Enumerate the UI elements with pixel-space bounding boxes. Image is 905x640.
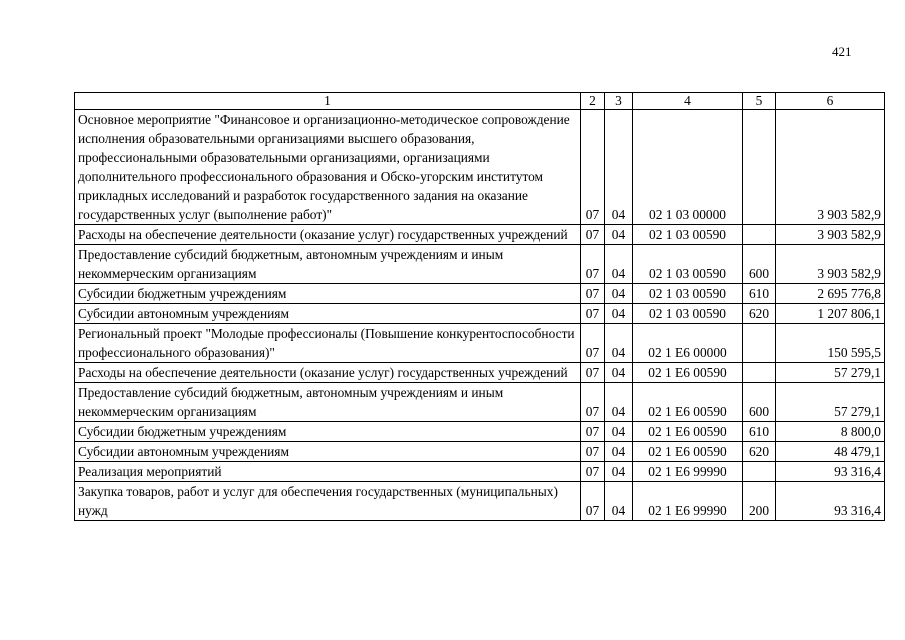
row-name: Субсидии бюджетным учреждениям bbox=[75, 422, 581, 442]
row-section: 07 bbox=[581, 442, 605, 462]
row-name: Закупка товаров, работ и услуг для обеспечения государственных (муниципальных) нужд bbox=[75, 482, 581, 521]
row-amount: 3 903 582,9 bbox=[776, 110, 885, 225]
row-name: Реализация мероприятий bbox=[75, 462, 581, 482]
row-name: Субсидии автономным учреждениям bbox=[75, 304, 581, 324]
row-target-code: 02 1 03 00590 bbox=[633, 225, 743, 245]
row-target-code: 02 1 E6 00590 bbox=[633, 422, 743, 442]
row-subsection: 04 bbox=[605, 482, 633, 521]
table-row bbox=[75, 110, 885, 225]
row-amount: 1 207 806,1 bbox=[776, 304, 885, 324]
row-name: Расходы на обеспечение деятельности (оказание услуг) государственных учреждений bbox=[75, 363, 581, 383]
row-subsection: 04 bbox=[605, 304, 633, 324]
row-name: Субсидии бюджетным учреждениям bbox=[75, 284, 581, 304]
table-row bbox=[75, 482, 885, 521]
row-amount: 93 316,4 bbox=[776, 482, 885, 521]
header-col-6: 6 bbox=[776, 93, 885, 110]
row-subsection: 04 bbox=[605, 110, 633, 225]
row-target-code: 02 1 E6 00000 bbox=[633, 324, 743, 363]
row-amount: 3 903 582,9 bbox=[776, 225, 885, 245]
row-amount: 150 595,5 bbox=[776, 324, 885, 363]
row-section: 07 bbox=[581, 462, 605, 482]
row-expense-type: 620 bbox=[743, 442, 776, 462]
header-col-2: 2 bbox=[581, 93, 605, 110]
row-name: Предоставление субсидий бюджетным, автономным учреждениям и иным некоммерческим организациям bbox=[75, 383, 581, 422]
table-row bbox=[75, 462, 885, 482]
row-expense-type: 610 bbox=[743, 422, 776, 442]
row-subsection: 04 bbox=[605, 284, 633, 304]
row-subsection: 04 bbox=[605, 383, 633, 422]
row-subsection: 04 bbox=[605, 422, 633, 442]
row-subsection: 04 bbox=[605, 245, 633, 284]
row-name: Расходы на обеспечение деятельности (оказание услуг) государственных учреждений bbox=[75, 225, 581, 245]
table-row bbox=[75, 284, 885, 304]
row-section: 07 bbox=[581, 225, 605, 245]
budget-table bbox=[74, 92, 885, 521]
page-number: 421 bbox=[832, 44, 852, 59]
table-row bbox=[75, 225, 885, 245]
row-section: 07 bbox=[581, 422, 605, 442]
row-subsection: 04 bbox=[605, 225, 633, 245]
row-amount: 8 800,0 bbox=[776, 422, 885, 442]
row-name: Субсидии автономным учреждениям bbox=[75, 442, 581, 462]
row-target-code: 02 1 03 00590 bbox=[633, 245, 743, 284]
row-section: 07 bbox=[581, 363, 605, 383]
row-subsection: 04 bbox=[605, 363, 633, 383]
row-subsection: 04 bbox=[605, 462, 633, 482]
row-expense-type bbox=[743, 363, 776, 383]
row-expense-type: 200 bbox=[743, 482, 776, 521]
row-section: 07 bbox=[581, 383, 605, 422]
header-col-1: 1 bbox=[75, 93, 581, 110]
row-section: 07 bbox=[581, 245, 605, 284]
table-row bbox=[75, 304, 885, 324]
table-row bbox=[75, 245, 885, 284]
row-name: Основное мероприятие "Финансовое и организационно-методическое сопровождение исполнения образовательными организациями высшего образования, профессиональными образовательными организациями, организациями дополнительного профессионального образования и Обско-угорским институтом прикладных исследований и разработок государственного задания на оказание государственных услуг (выполнение работ)" bbox=[75, 110, 581, 225]
row-expense-type bbox=[743, 324, 776, 363]
row-amount: 93 316,4 bbox=[776, 462, 885, 482]
row-expense-type: 600 bbox=[743, 245, 776, 284]
row-section: 07 bbox=[581, 324, 605, 363]
header-col-3: 3 bbox=[605, 93, 633, 110]
row-section: 07 bbox=[581, 482, 605, 521]
header-col-5: 5 bbox=[743, 93, 776, 110]
table-row bbox=[75, 383, 885, 422]
row-amount: 2 695 776,8 bbox=[776, 284, 885, 304]
table-row bbox=[75, 363, 885, 383]
row-section: 07 bbox=[581, 284, 605, 304]
row-amount: 57 279,1 bbox=[776, 383, 885, 422]
row-expense-type: 600 bbox=[743, 383, 776, 422]
row-target-code: 02 1 E6 99990 bbox=[633, 462, 743, 482]
row-section: 07 bbox=[581, 110, 605, 225]
table-row bbox=[75, 442, 885, 462]
row-target-code: 02 1 E6 00590 bbox=[633, 383, 743, 422]
row-expense-type: 620 bbox=[743, 304, 776, 324]
row-expense-type bbox=[743, 462, 776, 482]
row-target-code: 02 1 E6 99990 bbox=[633, 482, 743, 521]
row-target-code: 02 1 E6 00590 bbox=[633, 363, 743, 383]
header-row bbox=[75, 93, 885, 110]
row-name: Предоставление субсидий бюджетным, автономным учреждениям и иным некоммерческим организациям bbox=[75, 245, 581, 284]
row-amount: 3 903 582,9 bbox=[776, 245, 885, 284]
row-target-code: 02 1 03 00590 bbox=[633, 284, 743, 304]
table-row bbox=[75, 422, 885, 442]
row-expense-type bbox=[743, 110, 776, 225]
row-target-code: 02 1 03 00000 bbox=[633, 110, 743, 225]
row-name: Региональный проект "Молодые профессионалы (Повышение конкурентоспособности профессионального образования)" bbox=[75, 324, 581, 363]
row-expense-type bbox=[743, 225, 776, 245]
row-amount: 57 279,1 bbox=[776, 363, 885, 383]
row-subsection: 04 bbox=[605, 324, 633, 363]
table-row bbox=[75, 324, 885, 363]
row-subsection: 04 bbox=[605, 442, 633, 462]
row-target-code: 02 1 03 00590 bbox=[633, 304, 743, 324]
row-amount: 48 479,1 bbox=[776, 442, 885, 462]
row-expense-type: 610 bbox=[743, 284, 776, 304]
row-section: 07 bbox=[581, 304, 605, 324]
row-target-code: 02 1 E6 00590 bbox=[633, 442, 743, 462]
header-col-4: 4 bbox=[633, 93, 743, 110]
